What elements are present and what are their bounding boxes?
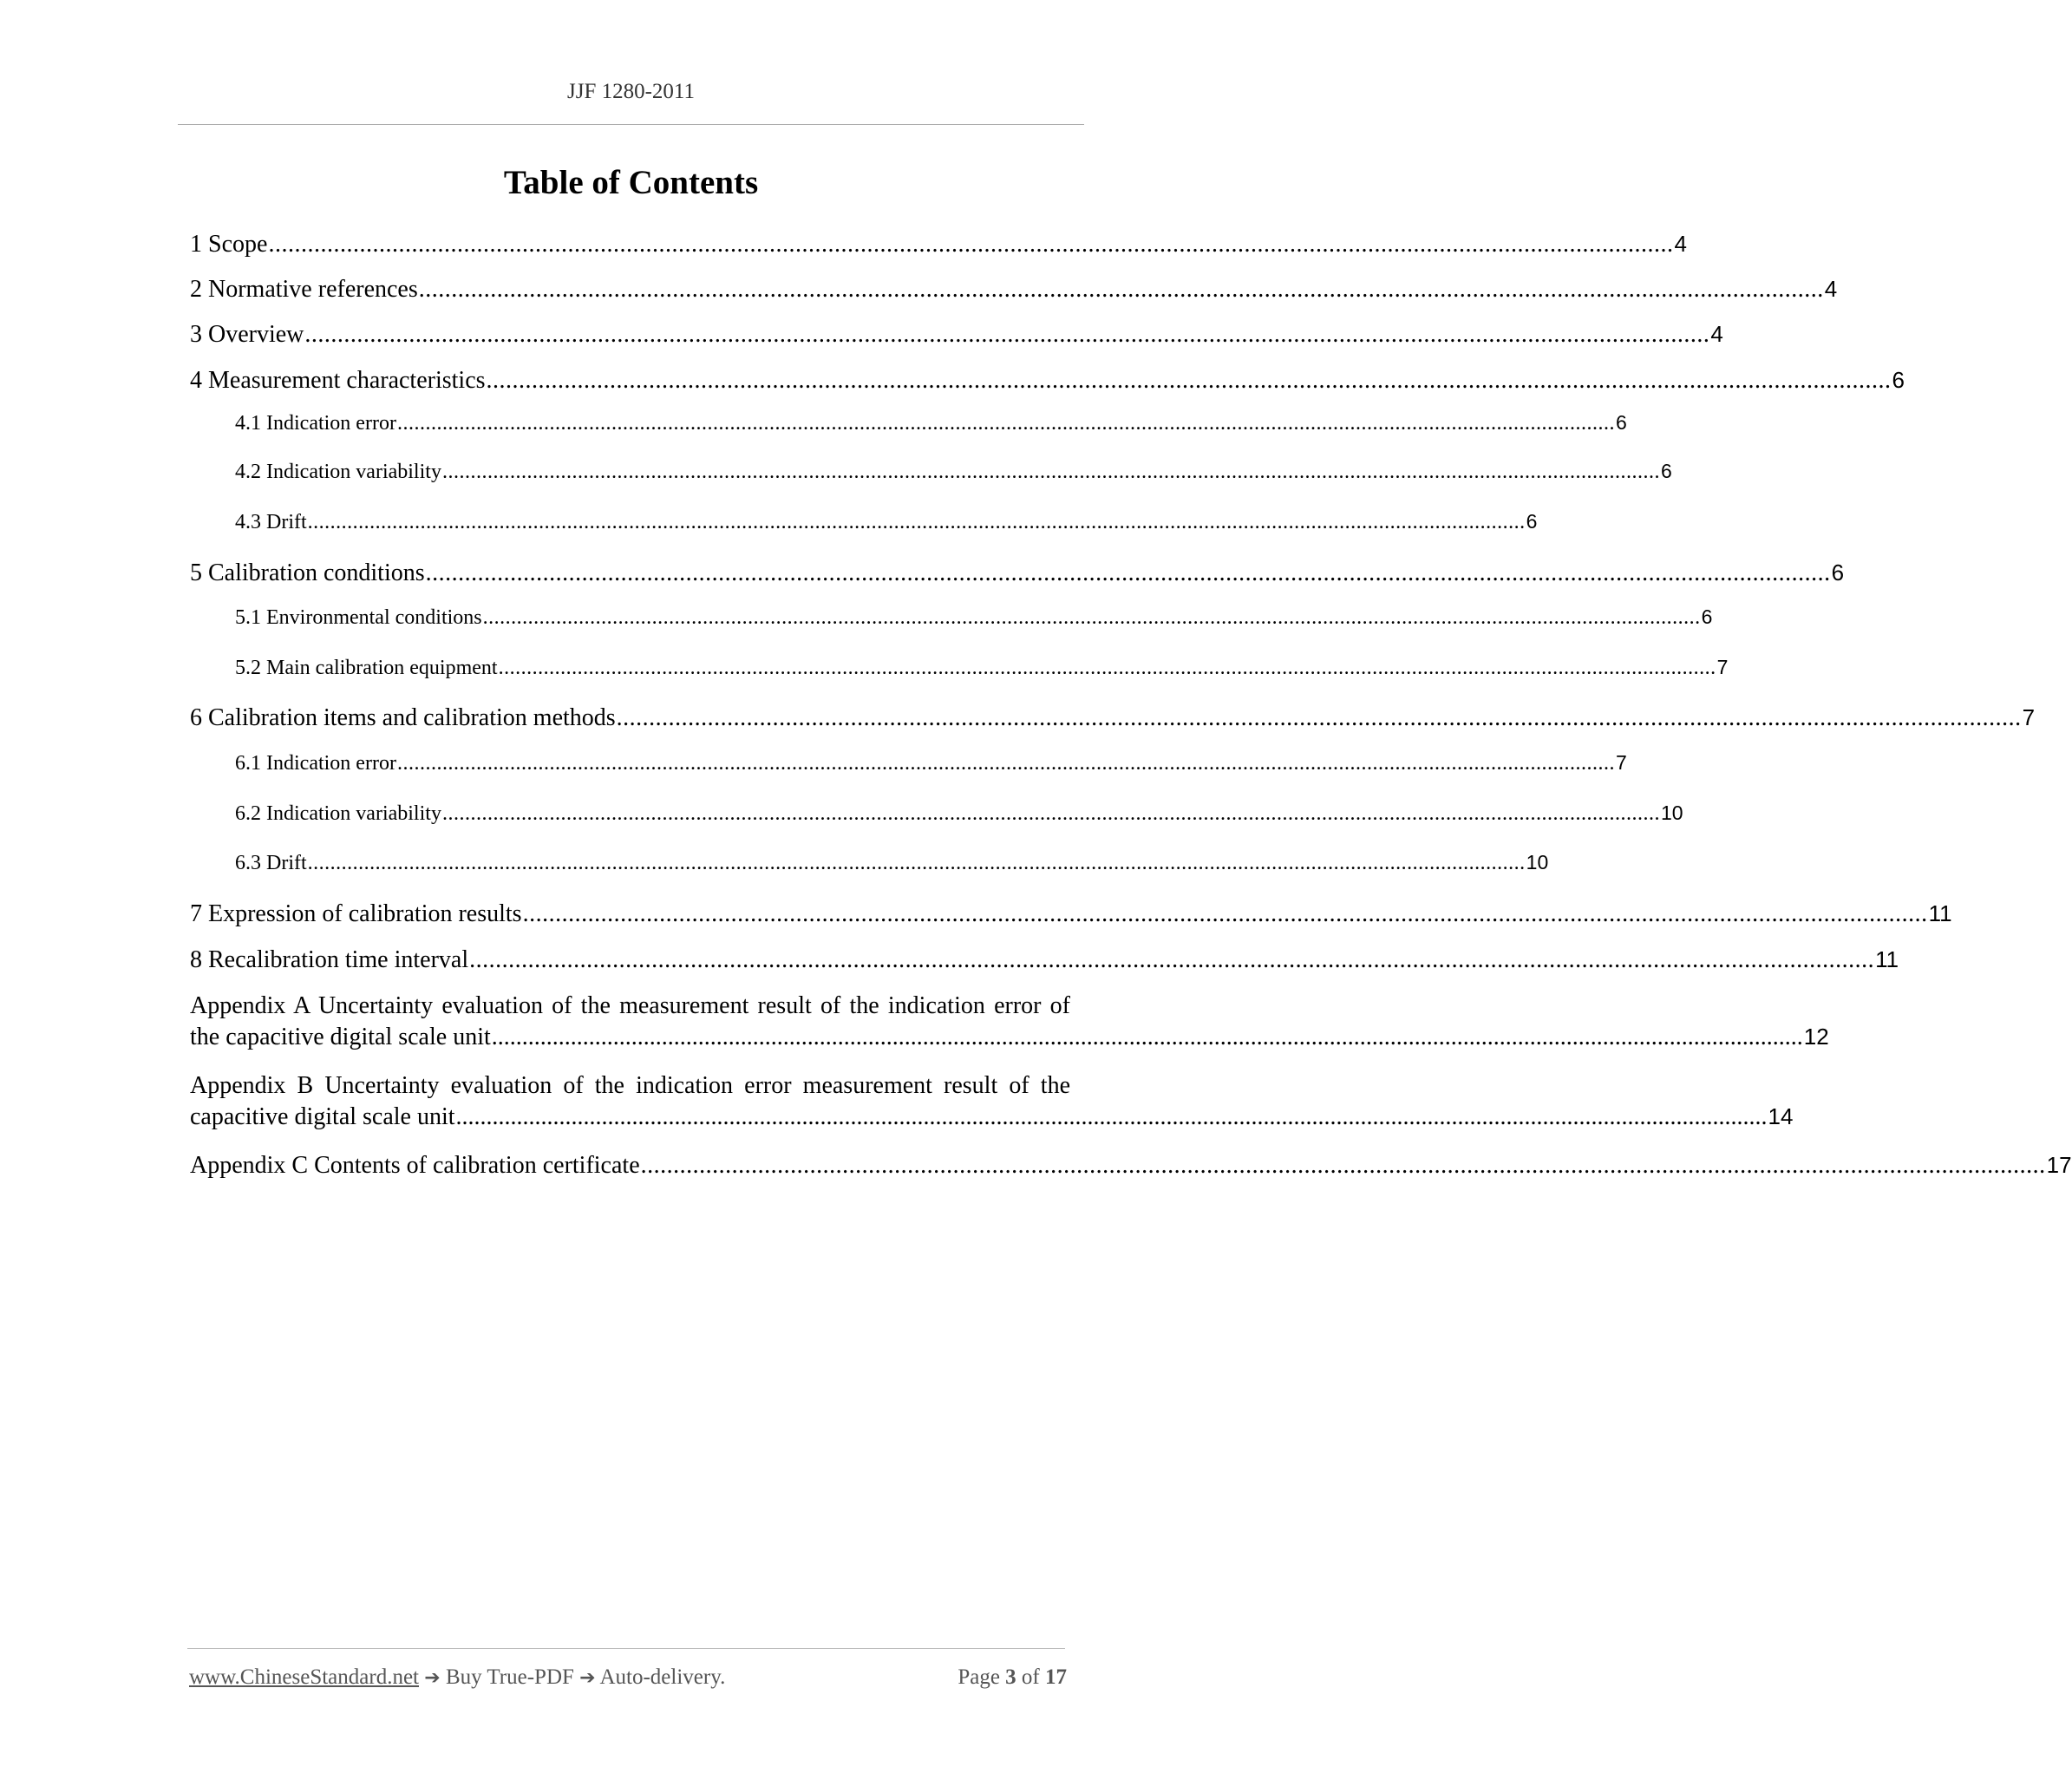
toc-entry-appendix-c[interactable] <box>190 1152 2072 1180</box>
current-page-number: 3 <box>1005 1665 1016 1689</box>
toc-entry-label: 4 Measurement characteristics <box>190 367 486 394</box>
toc-entry-4-1-indication-error[interactable] <box>235 411 1627 435</box>
toc-entry-appendix-a[interactable] <box>190 992 1829 1051</box>
page-word: Page <box>958 1665 1000 1689</box>
toc-leader-dots: ........................................................................................................................................................................................................................ <box>268 231 1674 258</box>
auto-delivery-text: Auto-delivery. <box>599 1665 726 1689</box>
toc-entry-calibration-conditions[interactable] <box>190 559 1845 587</box>
toc-entry-6-3-drift[interactable] <box>235 851 1549 875</box>
toc-page-number: 6 <box>1526 510 1538 533</box>
toc-entry-appendix-b[interactable] <box>190 1072 1794 1131</box>
toc-page-number: 10 <box>1660 801 1683 824</box>
toc-leader-dots: ........................................................................................................................................................................................................................ <box>455 1103 1768 1130</box>
toc-page-number: 14 <box>1768 1103 1794 1129</box>
buy-true-pdf-text: Buy True-PDF <box>445 1665 574 1689</box>
toc-leader-dots: ........................................................................................................................................................................................................................ <box>498 657 1716 679</box>
toc-entry-label: 5.1 Environmental conditions <box>235 606 482 629</box>
toc-page-number: 4 <box>1824 276 1838 302</box>
toc-leader-dots: ........................................................................................................................................................................................................................ <box>522 900 1928 927</box>
toc-entry-expression-of-results[interactable] <box>190 900 1952 928</box>
page-indicator <box>958 1665 1067 1690</box>
toc-entry-overview[interactable] <box>190 321 1723 349</box>
toc-entry-label-line1: Appendix B Uncertainty evaluation of the indication error measurement result of the <box>190 1072 1070 1099</box>
toc-page-number: 7 <box>1615 751 1627 774</box>
toc-entry-recalibration-interval[interactable] <box>190 946 1899 974</box>
toc-leader-dots: ........................................................................................................................................................................................................................ <box>616 704 2022 731</box>
footer-promo <box>189 1665 725 1690</box>
toc-entry-label: 4.3 Drift <box>235 511 307 533</box>
toc-entry-measurement-characteristics[interactable] <box>190 367 1905 395</box>
total-page-count: 17 <box>1045 1665 1067 1689</box>
toc-page-number: 6 <box>1615 411 1627 434</box>
toc-page-number: 12 <box>1803 1024 1829 1050</box>
toc-leader-dots: ........................................................................................................................................................................................................................ <box>640 1152 2046 1179</box>
toc-entry-4-2-indication-variability[interactable] <box>235 460 1672 484</box>
toc-entry-6-2-indication-variability[interactable] <box>235 801 1683 826</box>
of-word: of <box>1021 1665 1040 1689</box>
toc-page-number: 4 <box>1674 231 1687 257</box>
toc-leader-dots: ........................................................................................................................................................................................................................ <box>307 511 1526 533</box>
toc-entry-label: 6.1 Indication error <box>235 752 396 775</box>
running-header: JJF 1280-2011 <box>566 80 695 103</box>
toc-leader-dots: ........................................................................................................................................................................................................................ <box>469 946 1875 973</box>
toc-entry-label: 1 Scope <box>190 231 268 258</box>
toc-leader-dots: ........................................................................................................................................................................................................................ <box>396 752 1615 775</box>
arrow-right-icon: ➔ <box>424 1667 441 1689</box>
toc-leader-dots: ........................................................................................................................................................................................................................ <box>418 276 1824 303</box>
toc-entry-label: 6.2 Indication variability <box>235 802 441 825</box>
toc-page-number: 11 <box>1928 900 1952 926</box>
toc-leader-dots: ........................................................................................................................................................................................................................ <box>396 412 1615 435</box>
toc-page-number: 6 <box>1892 367 1905 393</box>
toc-entry-label: 5 Calibration conditions <box>190 559 425 586</box>
toc-page-number: 17 <box>2046 1152 2072 1178</box>
toc-entry-label: 2 Normative references <box>190 276 418 303</box>
toc-page-number: 10 <box>1526 851 1549 873</box>
toc-entry-label: 6 Calibration items and calibration methods <box>190 704 616 731</box>
toc-leader-dots: ........................................................................................................................................................................................................................ <box>486 367 1892 394</box>
toc-entry-label: 7 Expression of calibration results <box>190 900 522 927</box>
toc-entry-normative-references[interactable] <box>190 276 1838 304</box>
toc-entry-label: Appendix C Contents of calibration certificate <box>190 1152 640 1179</box>
toc-entry-label: 5.2 Main calibration equipment <box>235 657 498 679</box>
toc-leader-dots: ........................................................................................................................................................................................................................ <box>307 852 1526 874</box>
toc-page-number: 6 <box>1701 605 1713 628</box>
toc-entry-label-line1: Appendix A Uncertainty evaluation of the measurement result of the indication error of <box>190 992 1070 1019</box>
toc-leader-dots: ........................................................................................................................................................................................................................ <box>441 802 1660 825</box>
toc-leader-dots: ........................................................................................................................................................................................................................ <box>491 1024 1803 1050</box>
toc-entry-label: 4.1 Indication error <box>235 412 396 435</box>
page-title: Table of Contents <box>503 164 759 201</box>
toc-entry-label: 6.3 Drift <box>235 852 307 874</box>
toc-entry-label: 4.2 Indication variability <box>235 461 441 483</box>
toc-page-number: 6 <box>1660 460 1672 482</box>
toc-page-number: 7 <box>2022 704 2036 730</box>
toc-leader-dots: ........................................................................................................................................................................................................................ <box>441 461 1660 483</box>
toc-entry-4-3-drift[interactable] <box>235 510 1538 534</box>
page-footer <box>189 1665 1067 1690</box>
toc-entry-label: 3 Overview <box>190 321 304 348</box>
header-divider <box>178 124 1084 125</box>
arrow-right-icon: ➔ <box>579 1667 596 1689</box>
toc-page-number: 11 <box>1875 946 1899 972</box>
toc-page-number: 4 <box>1710 321 1723 347</box>
site-link[interactable]: www.ChineseStandard.net <box>189 1665 419 1689</box>
toc-entry-scope[interactable] <box>190 231 1687 258</box>
toc-entry-label-line2: the capacitive digital scale unit <box>190 1024 491 1050</box>
toc-entry-5-1-environmental-conditions[interactable] <box>235 605 1713 630</box>
toc-entry-6-1-indication-error[interactable] <box>235 751 1627 775</box>
footer-divider <box>187 1648 1065 1649</box>
toc-leader-dots: ........................................................................................................................................................................................................................ <box>425 559 1831 586</box>
toc-entry-label-line2: capacitive digital scale unit <box>190 1103 455 1130</box>
toc-page-number: 6 <box>1831 559 1845 586</box>
toc-entry-calibration-items-and-methods[interactable] <box>190 704 2036 732</box>
toc-page-number: 7 <box>1716 656 1729 678</box>
toc-leader-dots: ........................................................................................................................................................................................................................ <box>482 606 1701 629</box>
toc-leader-dots: ........................................................................................................................................................................................................................ <box>304 321 1710 348</box>
toc-entry-label: 8 Recalibration time interval <box>190 946 469 973</box>
toc-entry-5-2-main-calibration-equipment[interactable] <box>235 656 1729 680</box>
